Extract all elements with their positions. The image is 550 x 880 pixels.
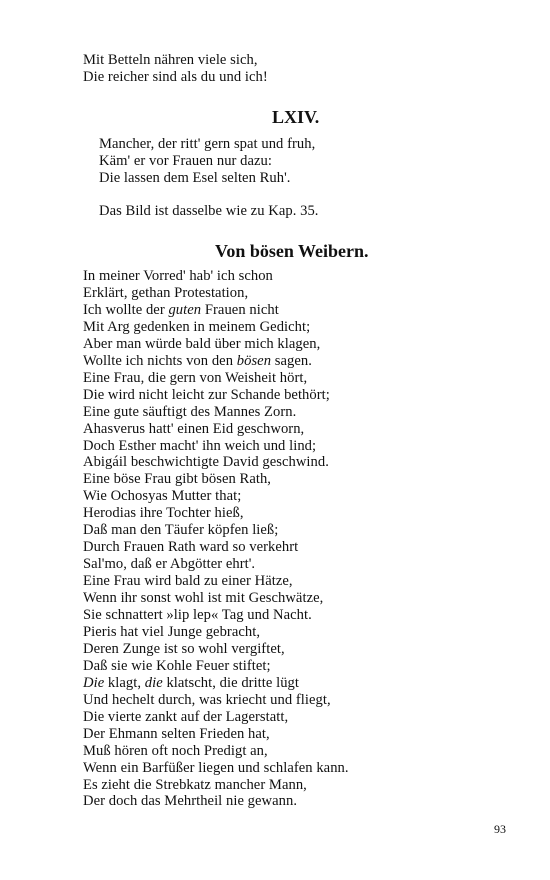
verse-line: Käm' er vor Frauen nur dazu: xyxy=(99,153,273,169)
verse-line: Wie Ochosyas Mutter that; xyxy=(83,488,242,505)
verse-line: Deren Zunge ist so wohl vergiftet, xyxy=(83,640,285,657)
chapter-heading: LXIV. xyxy=(272,107,320,127)
verse-line: Doch Esther macht' ihn weich und lind; xyxy=(83,437,317,454)
verse-line: Aber man würde bald über mich klagen, xyxy=(83,335,321,352)
verse-line: Muß hören oft noch Predigt an, xyxy=(83,742,268,759)
verse-line: Ich wollte der guten Frauen nicht xyxy=(83,301,279,318)
verse-line: Abigáil beschwichtigte David geschwind. xyxy=(83,454,329,471)
verse-line: Sal'mo, daß er Abgötter ehrt'. xyxy=(83,556,256,573)
verse-line: Die reicher sind als du und ich! xyxy=(83,69,268,85)
verse-line: Wenn ihr sonst wohl ist mit Geschwätze, xyxy=(83,590,324,607)
verse-line: Mancher, der ritt' gern spat und fruh, xyxy=(99,136,316,152)
section-heading: Von bösen Weibern. xyxy=(215,241,369,261)
verse-line: Mit Arg gedenken in meinem Gedicht; xyxy=(83,318,311,335)
verse-line: Die lassen dem Esel selten Ruh'. xyxy=(99,170,291,186)
verse-line: Die klagt, die klatscht, die dritte lügt xyxy=(83,674,300,691)
verse-line: Eine Frau wird bald zu einer Hätze, xyxy=(83,573,293,590)
verse-line: Es zieht die Strebkatz mancher Mann, xyxy=(83,776,307,793)
verse-line: Durch Frauen Rath ward so verkehrt xyxy=(83,539,299,556)
chapter-note: Das Bild ist dasselbe wie zu Kap. 35. xyxy=(99,203,319,219)
verse-line: Daß sie wie Kohle Feuer stiftet; xyxy=(83,657,271,674)
verse-line: Der Ehmann selten Frieden hat, xyxy=(83,725,270,742)
verse-line: Eine gute säuftigt des Mannes Zorn. xyxy=(83,403,297,420)
verse-line: Sie schnattert »lip lep« Tag und Nacht. xyxy=(83,607,312,623)
verse-line: Pieris hat viel Junge gebracht, xyxy=(83,623,261,640)
verse-line: Eine Frau, die gern von Weisheit hört, xyxy=(83,369,308,386)
verse-line: Und hechelt durch, was kriecht und fliegt, xyxy=(83,691,331,708)
verse-line: Der doch das Mehrtheil nie gewann. xyxy=(83,793,298,810)
verse-line: Wollte ich nichts von den bösen sagen. xyxy=(83,352,312,369)
verse-line: Erklärt, gethan Protestation, xyxy=(83,284,249,301)
verse-line: In meiner Vorred' hab' ich schon xyxy=(83,268,273,284)
verse-line: Herodias ihre Tochter hieß, xyxy=(83,505,244,522)
verse-line: Eine böse Frau gibt bösen Rath, xyxy=(83,471,271,488)
page-number: 93 xyxy=(494,822,506,836)
verse-line: Wenn ein Barfüßer liegen und schlafen kann. xyxy=(83,759,349,776)
verse-line: Die wird nicht leicht zur Schande bethört; xyxy=(83,386,330,403)
verse-line: Die vierte zankt auf der Lagerstatt, xyxy=(83,708,289,725)
verse-line: Ahasverus hatt' einen Eid geschworn, xyxy=(83,420,305,437)
verse-line: Mit Betteln nähren viele sich, xyxy=(83,52,258,68)
verse-line: Daß man den Täufer köpfen ließ; xyxy=(83,522,279,539)
